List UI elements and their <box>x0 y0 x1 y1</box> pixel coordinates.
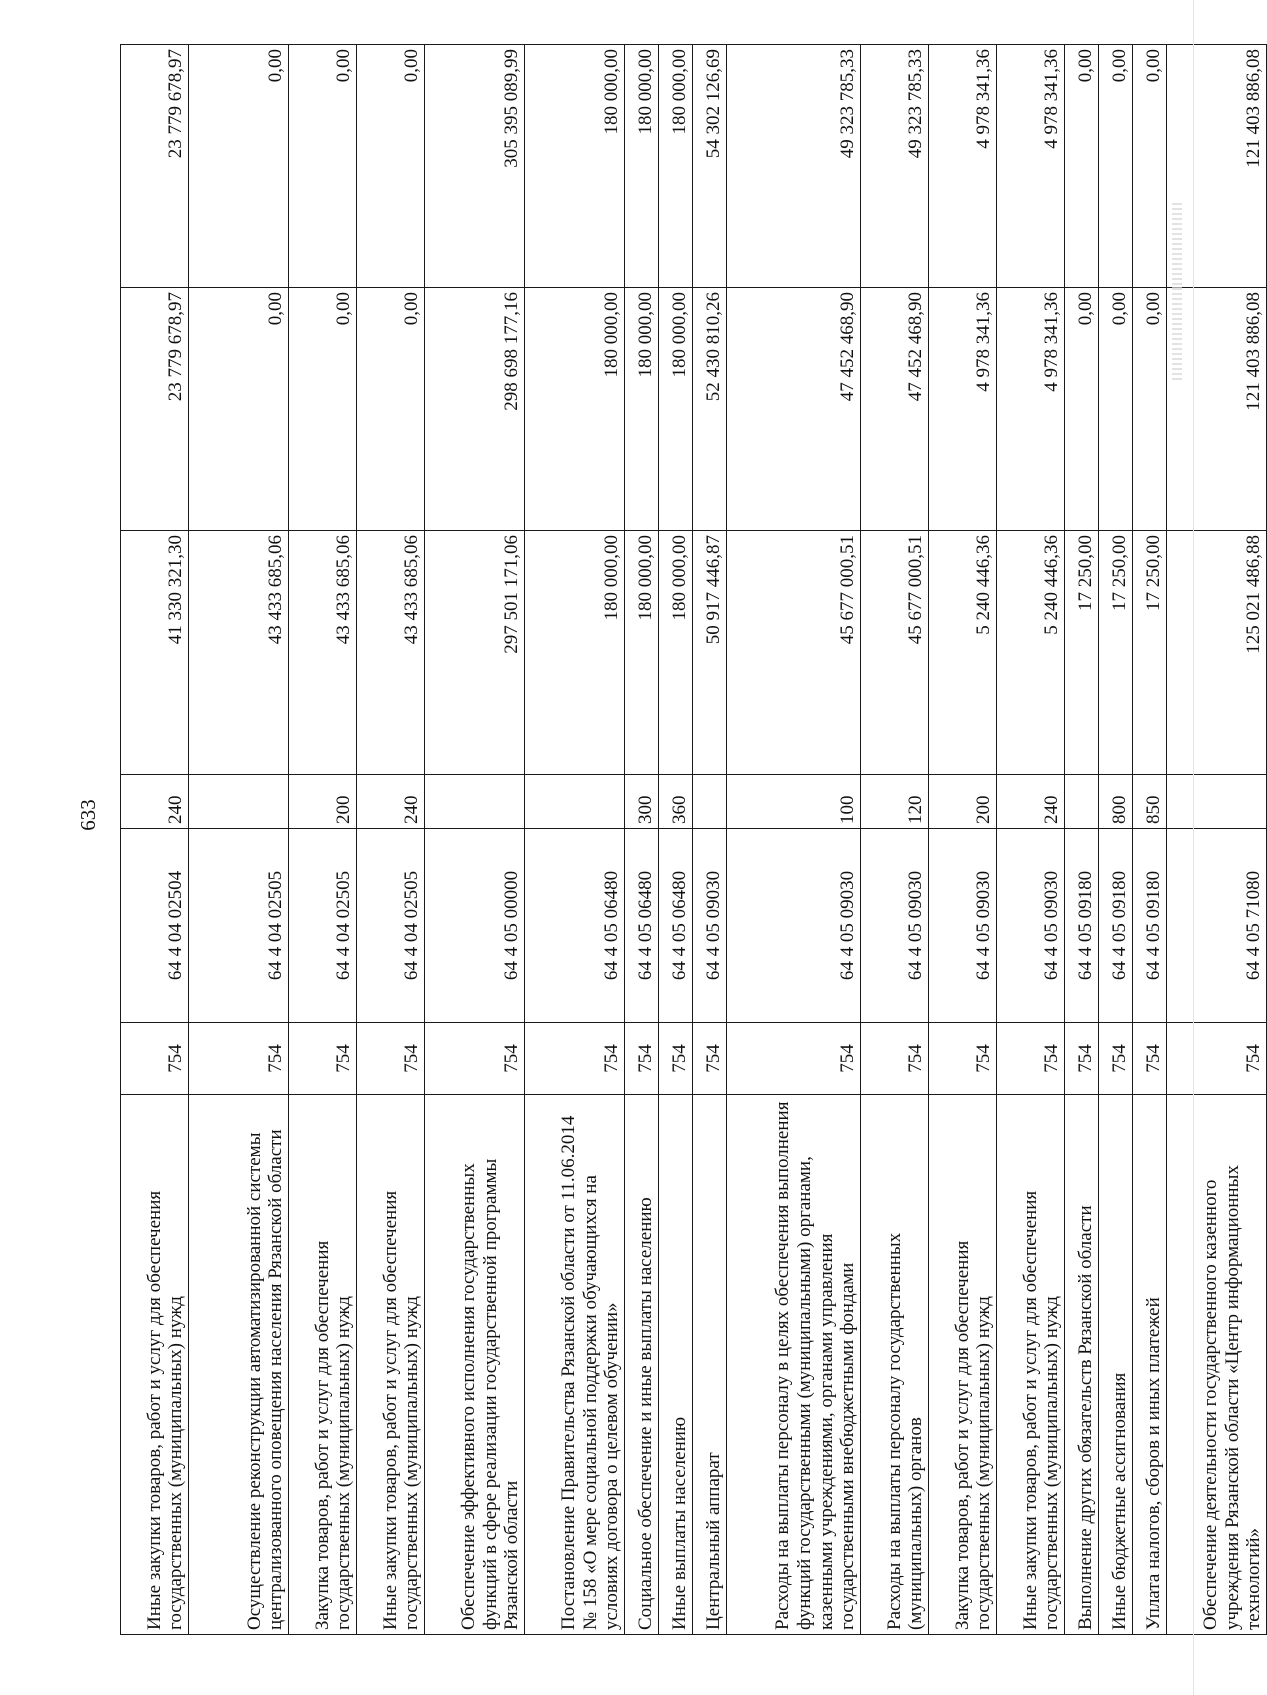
row-target-article-code: 64 4 05 09030 <box>861 829 929 1023</box>
row-name: Обеспечение эффективного исполнения государственных функций в сфере реализации государственной программы Рязанской области <box>425 1095 525 1635</box>
row-amount-year-1: 45 677 000,51 <box>727 531 861 775</box>
row-target-article-code: 64 4 05 09180 <box>1099 829 1133 1023</box>
row-name: Закупка товаров, работ и услуг для обеспечения государственных (муниципальных) нужд <box>929 1095 997 1635</box>
row-expense-type-code: 800 <box>1099 775 1133 829</box>
row-expense-type-code: 100 <box>727 775 861 829</box>
row-expense-type-code <box>1167 775 1267 829</box>
row-expense-type-code <box>1065 775 1099 829</box>
table-row <box>693 45 727 1635</box>
row-expense-type-code: 240 <box>997 775 1065 829</box>
row-amount-year-1: 50 917 446,87 <box>693 531 727 775</box>
row-amount-year-1: 41 330 321,30 <box>121 531 189 775</box>
row-amount-year-3: 0,00 <box>1133 45 1167 288</box>
row-amount-year-3: 0,00 <box>1065 45 1099 288</box>
budget-table-frame <box>120 45 1265 1635</box>
row-department-code: 754 <box>625 1023 659 1095</box>
row-expense-type-code: 120 <box>861 775 929 829</box>
row-target-article-code: 64 4 05 09180 <box>1065 829 1099 1023</box>
row-amount-year-2: 0,00 <box>1133 288 1167 531</box>
row-name: Уплата налогов, сборов и иных платежей <box>1133 1095 1167 1635</box>
row-name: Социальное обеспечение и иные выплаты населению <box>625 1095 659 1635</box>
row-department-code: 754 <box>929 1023 997 1095</box>
row-name: Закупка товаров, работ и услуг для обеспечения государственных (муниципальных) нужд <box>289 1095 357 1635</box>
row-amount-year-2: 121 403 886,08 <box>1167 288 1267 531</box>
row-amount-year-3: 0,00 <box>289 45 357 288</box>
budget-table-rotated <box>120 45 1265 1635</box>
table-row <box>121 45 189 1635</box>
scan-artifact <box>1172 200 1182 380</box>
row-department-code: 754 <box>1133 1023 1167 1095</box>
row-department-code: 754 <box>1065 1023 1099 1095</box>
row-amount-year-1: 17 250,00 <box>1099 531 1133 775</box>
row-amount-year-1: 180 000,00 <box>625 531 659 775</box>
row-target-article-code: 64 4 05 06480 <box>625 829 659 1023</box>
row-amount-year-2: 0,00 <box>189 288 289 531</box>
row-expense-type-code <box>525 775 625 829</box>
row-name: Центральный аппарат <box>693 1095 727 1635</box>
row-amount-year-1: 45 677 000,51 <box>861 531 929 775</box>
row-expense-type-code <box>693 775 727 829</box>
scan-edge-line <box>1193 0 1194 1695</box>
row-department-code: 754 <box>727 1023 861 1095</box>
table-row <box>997 45 1065 1635</box>
row-amount-year-1: 43 433 685,06 <box>189 531 289 775</box>
budget-table <box>120 44 1267 1635</box>
row-amount-year-2: 4 978 341,36 <box>929 288 997 531</box>
table-row <box>189 45 289 1635</box>
table-row <box>861 45 929 1635</box>
row-name: Расходы на выплаты персоналу в целях обеспечения выполнения функций государственными (муниципальными) органами, казенными учреждениями, органами управления государственными внебюджетными фондами <box>727 1095 861 1635</box>
row-expense-type-code: 200 <box>289 775 357 829</box>
row-amount-year-3: 180 000,00 <box>659 45 693 288</box>
row-amount-year-2: 52 430 810,26 <box>693 288 727 531</box>
row-amount-year-1: 43 433 685,06 <box>357 531 425 775</box>
table-row <box>659 45 693 1635</box>
row-name: Выполнение других обязательств Рязанской области <box>1065 1095 1099 1635</box>
row-department-code: 754 <box>659 1023 693 1095</box>
row-amount-year-3: 49 323 785,33 <box>727 45 861 288</box>
row-department-code: 754 <box>525 1023 625 1095</box>
row-department-code: 754 <box>189 1023 289 1095</box>
row-name: Расходы на выплаты персоналу государственных (муниципальных) органов <box>861 1095 929 1635</box>
row-expense-type-code: 850 <box>1133 775 1167 829</box>
row-amount-year-3: 54 302 126,69 <box>693 45 727 288</box>
row-amount-year-1: 125 021 486,88 <box>1167 531 1267 775</box>
row-target-article-code: 64 4 05 06480 <box>659 829 693 1023</box>
row-amount-year-3: 0,00 <box>1099 45 1133 288</box>
table-row <box>1133 45 1167 1635</box>
row-amount-year-2: 180 000,00 <box>525 288 625 531</box>
row-department-code: 754 <box>693 1023 727 1095</box>
row-amount-year-1: 17 250,00 <box>1133 531 1167 775</box>
row-target-article-code: 64 4 05 09030 <box>727 829 861 1023</box>
row-amount-year-1: 180 000,00 <box>525 531 625 775</box>
table-row <box>1065 45 1099 1635</box>
table-row <box>289 45 357 1635</box>
row-target-article-code: 64 4 05 00000 <box>425 829 525 1023</box>
row-department-code: 754 <box>1099 1023 1133 1095</box>
row-amount-year-3: 180 000,00 <box>625 45 659 288</box>
table-row <box>357 45 425 1635</box>
row-expense-type-code: 300 <box>625 775 659 829</box>
row-target-article-code: 64 4 05 09030 <box>997 829 1065 1023</box>
row-name: Постановление Правительства Рязанской области от 11.06.2014 № 158 «О мере социальной поддержки обучающихся на условиях договора о целевом обучении» <box>525 1095 625 1635</box>
budget-table-body <box>121 45 1267 1635</box>
row-amount-year-1: 5 240 446,36 <box>929 531 997 775</box>
row-amount-year-1: 297 501 171,06 <box>425 531 525 775</box>
row-amount-year-3: 4 978 341,36 <box>929 45 997 288</box>
row-department-code: 754 <box>1167 1023 1267 1095</box>
row-amount-year-3: 0,00 <box>357 45 425 288</box>
row-department-code: 754 <box>997 1023 1065 1095</box>
row-amount-year-1: 43 433 685,06 <box>289 531 357 775</box>
row-amount-year-1: 180 000,00 <box>659 531 693 775</box>
row-amount-year-3: 23 779 678,97 <box>121 45 189 288</box>
row-amount-year-2: 4 978 341,36 <box>997 288 1065 531</box>
table-row <box>625 45 659 1635</box>
row-amount-year-2: 0,00 <box>357 288 425 531</box>
row-amount-year-3: 4 978 341,36 <box>997 45 1065 288</box>
row-name: Иные бюджетные ассигнования <box>1099 1095 1133 1635</box>
row-name: Иные закупки товаров, работ и услуг для обеспечения государственных (муниципальных) нужд <box>121 1095 189 1635</box>
row-target-article-code: 64 4 04 02505 <box>357 829 425 1023</box>
row-amount-year-2: 23 779 678,97 <box>121 288 189 531</box>
row-amount-year-3: 121 403 886,08 <box>1167 45 1267 288</box>
row-target-article-code: 64 4 04 02505 <box>289 829 357 1023</box>
row-amount-year-3: 305 395 089,99 <box>425 45 525 288</box>
row-expense-type-code <box>425 775 525 829</box>
row-department-code: 754 <box>121 1023 189 1095</box>
row-name: Иные закупки товаров, работ и услуг для обеспечения государственных (муниципальных) нужд <box>357 1095 425 1635</box>
row-name: Иные закупки товаров, работ и услуг для обеспечения государственных (муниципальных) нужд <box>997 1095 1065 1635</box>
table-row <box>727 45 861 1635</box>
row-target-article-code: 64 4 05 71080 <box>1167 829 1267 1023</box>
row-target-article-code: 64 4 05 09030 <box>929 829 997 1023</box>
row-amount-year-2: 0,00 <box>1099 288 1133 531</box>
row-amount-year-2: 298 698 177,16 <box>425 288 525 531</box>
row-expense-type-code: 240 <box>357 775 425 829</box>
row-expense-type-code <box>189 775 289 829</box>
row-name: Обеспечение деятельности государственного казенного учреждения Рязанской области «Центр информационных технологий» <box>1167 1095 1267 1635</box>
row-amount-year-3: 49 323 785,33 <box>861 45 929 288</box>
row-department-code: 754 <box>289 1023 357 1095</box>
row-amount-year-2: 180 000,00 <box>659 288 693 531</box>
table-row <box>1099 45 1133 1635</box>
row-amount-year-1: 17 250,00 <box>1065 531 1099 775</box>
row-department-code: 754 <box>357 1023 425 1095</box>
row-name: Иные выплаты населению <box>659 1095 693 1635</box>
row-amount-year-3: 180 000,00 <box>525 45 625 288</box>
table-row <box>425 45 525 1635</box>
row-target-article-code: 64 4 04 02505 <box>189 829 289 1023</box>
row-target-article-code: 64 4 05 09030 <box>693 829 727 1023</box>
row-department-code: 754 <box>425 1023 525 1095</box>
row-amount-year-2: 47 452 468,90 <box>727 288 861 531</box>
table-row <box>929 45 997 1635</box>
row-target-article-code: 64 4 05 06480 <box>525 829 625 1023</box>
row-target-article-code: 64 4 05 09180 <box>1133 829 1167 1023</box>
row-amount-year-3: 0,00 <box>189 45 289 288</box>
page-number: 633 <box>76 799 100 831</box>
row-name: Осуществление реконструкции автоматизированной системы централизованного оповещения населения Рязанской области <box>189 1095 289 1635</box>
row-amount-year-2: 0,00 <box>1065 288 1099 531</box>
row-amount-year-1: 5 240 446,36 <box>997 531 1065 775</box>
row-expense-type-code: 200 <box>929 775 997 829</box>
row-expense-type-code: 360 <box>659 775 693 829</box>
row-amount-year-2: 180 000,00 <box>625 288 659 531</box>
row-department-code: 754 <box>861 1023 929 1095</box>
row-target-article-code: 64 4 04 02504 <box>121 829 189 1023</box>
table-row <box>525 45 625 1635</box>
row-expense-type-code: 240 <box>121 775 189 829</box>
row-amount-year-2: 0,00 <box>289 288 357 531</box>
row-amount-year-2: 47 452 468,90 <box>861 288 929 531</box>
